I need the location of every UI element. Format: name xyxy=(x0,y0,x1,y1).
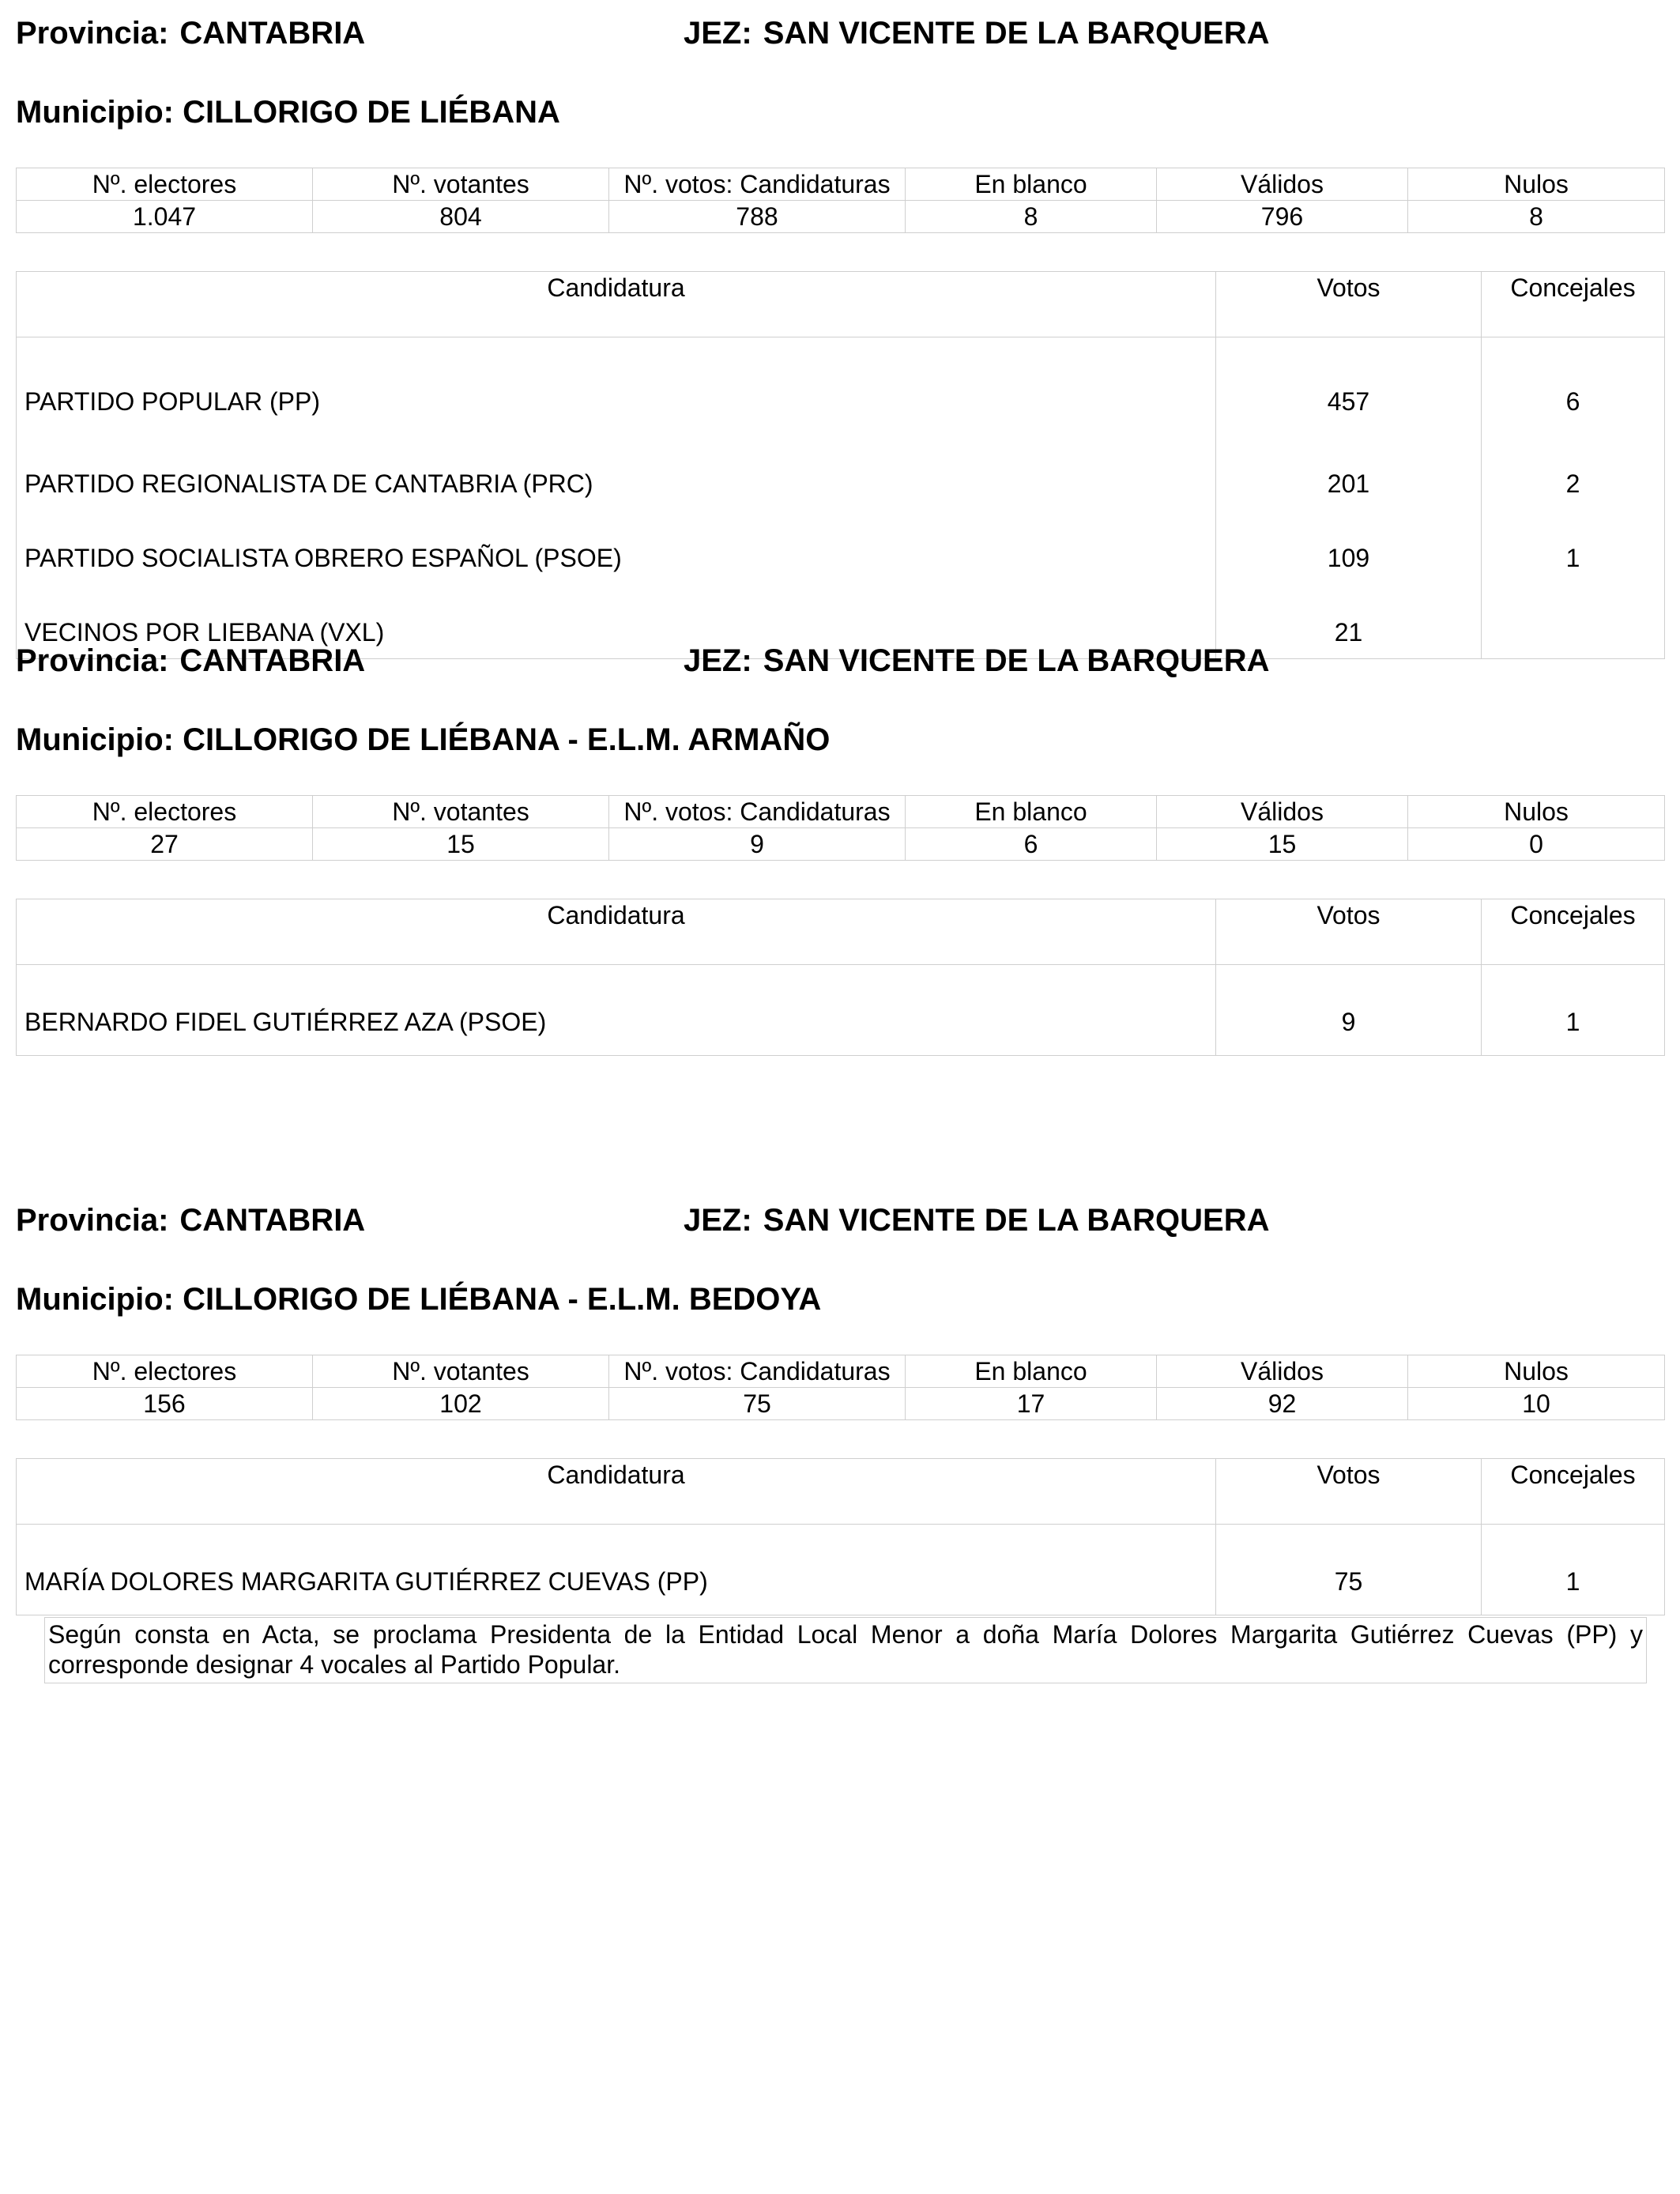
stats-value: 9 xyxy=(609,828,906,861)
stats-value: 102 xyxy=(313,1388,609,1420)
stats-value: 156 xyxy=(17,1388,313,1420)
votos-header: Votos xyxy=(1216,899,1482,965)
jez-label: JEZ: xyxy=(684,1203,752,1238)
stats-header: Nº. votantes xyxy=(313,168,609,201)
provincia-label: Provincia: xyxy=(16,1203,169,1238)
municipio-value: CILLORIGO DE LIÉBANA - E.L.M. ARMAÑO xyxy=(183,722,831,757)
stats-header: Nº. votos: Candidaturas xyxy=(609,1355,906,1388)
stats-header: Nulos xyxy=(1408,796,1665,828)
table-row xyxy=(17,507,1665,581)
votos-header: Votos xyxy=(1216,272,1482,337)
section-bedoya xyxy=(16,1187,1664,1615)
votos-value: 201 xyxy=(1216,432,1482,507)
stats-header: Nº. votos: Candidaturas xyxy=(609,168,906,201)
stats-header: En blanco xyxy=(906,1355,1157,1388)
stats-value: 75 xyxy=(609,1388,906,1420)
candidatura-header: Candidatura xyxy=(17,272,1216,337)
candidaturas-table xyxy=(16,1458,1665,1615)
stats-value: 796 xyxy=(1157,201,1408,233)
stats-header: Nº. votantes xyxy=(313,1355,609,1388)
provincia-value: CANTABRIA xyxy=(179,1203,366,1238)
stats-value: 15 xyxy=(313,828,609,861)
votos-header: Votos xyxy=(1216,1459,1482,1525)
proclamation-note: Según consta en Acta, se proclama Presidenta de la Entidad Local Menor a doña María Dolores Margarita Gutiérrez Cuevas (PP) y corresponde designar 4 vocales al Partido Popular. xyxy=(44,1617,1647,1683)
stats-header: En blanco xyxy=(906,168,1157,201)
concejales-header: Concejales xyxy=(1482,899,1665,965)
table-row xyxy=(17,965,1665,1056)
stats-header-row xyxy=(17,1355,1665,1388)
jez-label: JEZ: xyxy=(684,643,752,678)
provincia-line xyxy=(16,1203,365,1238)
concejales-value: 6 xyxy=(1482,337,1665,433)
concejales-header: Concejales xyxy=(1482,1459,1665,1525)
stats-value: 15 xyxy=(1157,828,1408,861)
section-header xyxy=(16,628,1664,678)
stats-header: Nº. electores xyxy=(17,1355,313,1388)
stats-table xyxy=(16,168,1665,233)
votos-value: 21 xyxy=(1216,581,1482,659)
stats-header: Nº. electores xyxy=(17,796,313,828)
jez-value: SAN VICENTE DE LA BARQUERA xyxy=(763,643,1270,678)
municipio-title xyxy=(16,89,1664,136)
stats-header: Nulos xyxy=(1408,1355,1665,1388)
stats-value: 6 xyxy=(906,828,1157,861)
municipio-label: Municipio: xyxy=(16,1282,174,1317)
section-cillorigo xyxy=(16,0,1664,659)
stats-value: 1.047 xyxy=(17,201,313,233)
candidatura-name: VECINOS POR LIEBANA (VXL) xyxy=(17,581,1216,659)
municipio-label: Municipio: xyxy=(16,722,174,757)
municipio-title xyxy=(16,1276,1664,1323)
provincia-line xyxy=(16,16,365,51)
concejales-value: 1 xyxy=(1482,1525,1665,1615)
stats-header: Nº. votantes xyxy=(313,796,609,828)
candidaturas-table xyxy=(16,899,1665,1056)
stats-table xyxy=(16,795,1665,861)
candidaturas-header-row xyxy=(17,272,1665,337)
table-row xyxy=(17,432,1665,507)
table-row xyxy=(17,1525,1665,1615)
stats-value-row xyxy=(17,828,1665,861)
stats-header: Válidos xyxy=(1157,1355,1408,1388)
votos-value: 9 xyxy=(1216,965,1482,1056)
stats-value-row xyxy=(17,1388,1665,1420)
stats-value: 0 xyxy=(1408,828,1665,861)
jez-value: SAN VICENTE DE LA BARQUERA xyxy=(763,16,1270,51)
candidatura-name: BERNARDO FIDEL GUTIÉRREZ AZA (PSOE) xyxy=(17,965,1216,1056)
provincia-label: Provincia: xyxy=(16,16,169,51)
stats-header-row xyxy=(17,796,1665,828)
stats-table xyxy=(16,1355,1665,1420)
candidatura-name: PARTIDO POPULAR (PP) xyxy=(17,337,1216,433)
candidatura-name: PARTIDO SOCIALISTA OBRERO ESPAÑOL (PSOE) xyxy=(17,507,1216,581)
candidaturas-header-row xyxy=(17,1459,1665,1525)
section-header xyxy=(16,1187,1664,1238)
jez-label: JEZ: xyxy=(684,16,752,51)
municipio-title xyxy=(16,716,1664,763)
stats-value-row xyxy=(17,201,1665,233)
municipio-value: CILLORIGO DE LIÉBANA xyxy=(183,95,560,130)
stats-header: Nulos xyxy=(1408,168,1665,201)
jez-line xyxy=(684,16,1269,51)
concejales-value: 1 xyxy=(1482,507,1665,581)
candidaturas-header-row xyxy=(17,899,1665,965)
provincia-label: Provincia: xyxy=(16,643,169,678)
provincia-line xyxy=(16,643,365,679)
candidaturas-table xyxy=(16,271,1665,659)
municipio-value: CILLORIGO DE LIÉBANA - E.L.M. BEDOYA xyxy=(183,1282,822,1317)
stats-value: 17 xyxy=(906,1388,1157,1420)
votos-value: 75 xyxy=(1216,1525,1482,1615)
stats-header-row xyxy=(17,168,1665,201)
stats-value: 92 xyxy=(1157,1388,1408,1420)
section-armano xyxy=(16,628,1664,1056)
stats-value: 10 xyxy=(1408,1388,1665,1420)
candidatura-name: MARÍA DOLORES MARGARITA GUTIÉRREZ CUEVAS (PP) xyxy=(17,1525,1216,1615)
candidatura-name: PARTIDO REGIONALISTA DE CANTABRIA (PRC) xyxy=(17,432,1216,507)
provincia-value: CANTABRIA xyxy=(179,16,366,51)
concejales-header: Concejales xyxy=(1482,272,1665,337)
votos-value: 109 xyxy=(1216,507,1482,581)
jez-line xyxy=(684,1203,1269,1238)
stats-header: En blanco xyxy=(906,796,1157,828)
stats-value: 27 xyxy=(17,828,313,861)
stats-value: 8 xyxy=(906,201,1157,233)
jez-line xyxy=(684,643,1269,679)
section-header xyxy=(16,0,1664,51)
candidatura-header: Candidatura xyxy=(17,1459,1216,1525)
concejales-value: 1 xyxy=(1482,965,1665,1056)
stats-value: 804 xyxy=(313,201,609,233)
stats-value: 788 xyxy=(609,201,906,233)
stats-header: Nº. votos: Candidaturas xyxy=(609,796,906,828)
municipio-label: Municipio: xyxy=(16,95,174,130)
table-row xyxy=(17,337,1665,433)
jez-value: SAN VICENTE DE LA BARQUERA xyxy=(763,1203,1270,1238)
stats-value: 8 xyxy=(1408,201,1665,233)
stats-header: Válidos xyxy=(1157,168,1408,201)
stats-header: Nº. electores xyxy=(17,168,313,201)
provincia-value: CANTABRIA xyxy=(179,643,366,678)
votos-value: 457 xyxy=(1216,337,1482,433)
concejales-value: 2 xyxy=(1482,432,1665,507)
stats-header: Válidos xyxy=(1157,796,1408,828)
candidatura-header: Candidatura xyxy=(17,899,1216,965)
